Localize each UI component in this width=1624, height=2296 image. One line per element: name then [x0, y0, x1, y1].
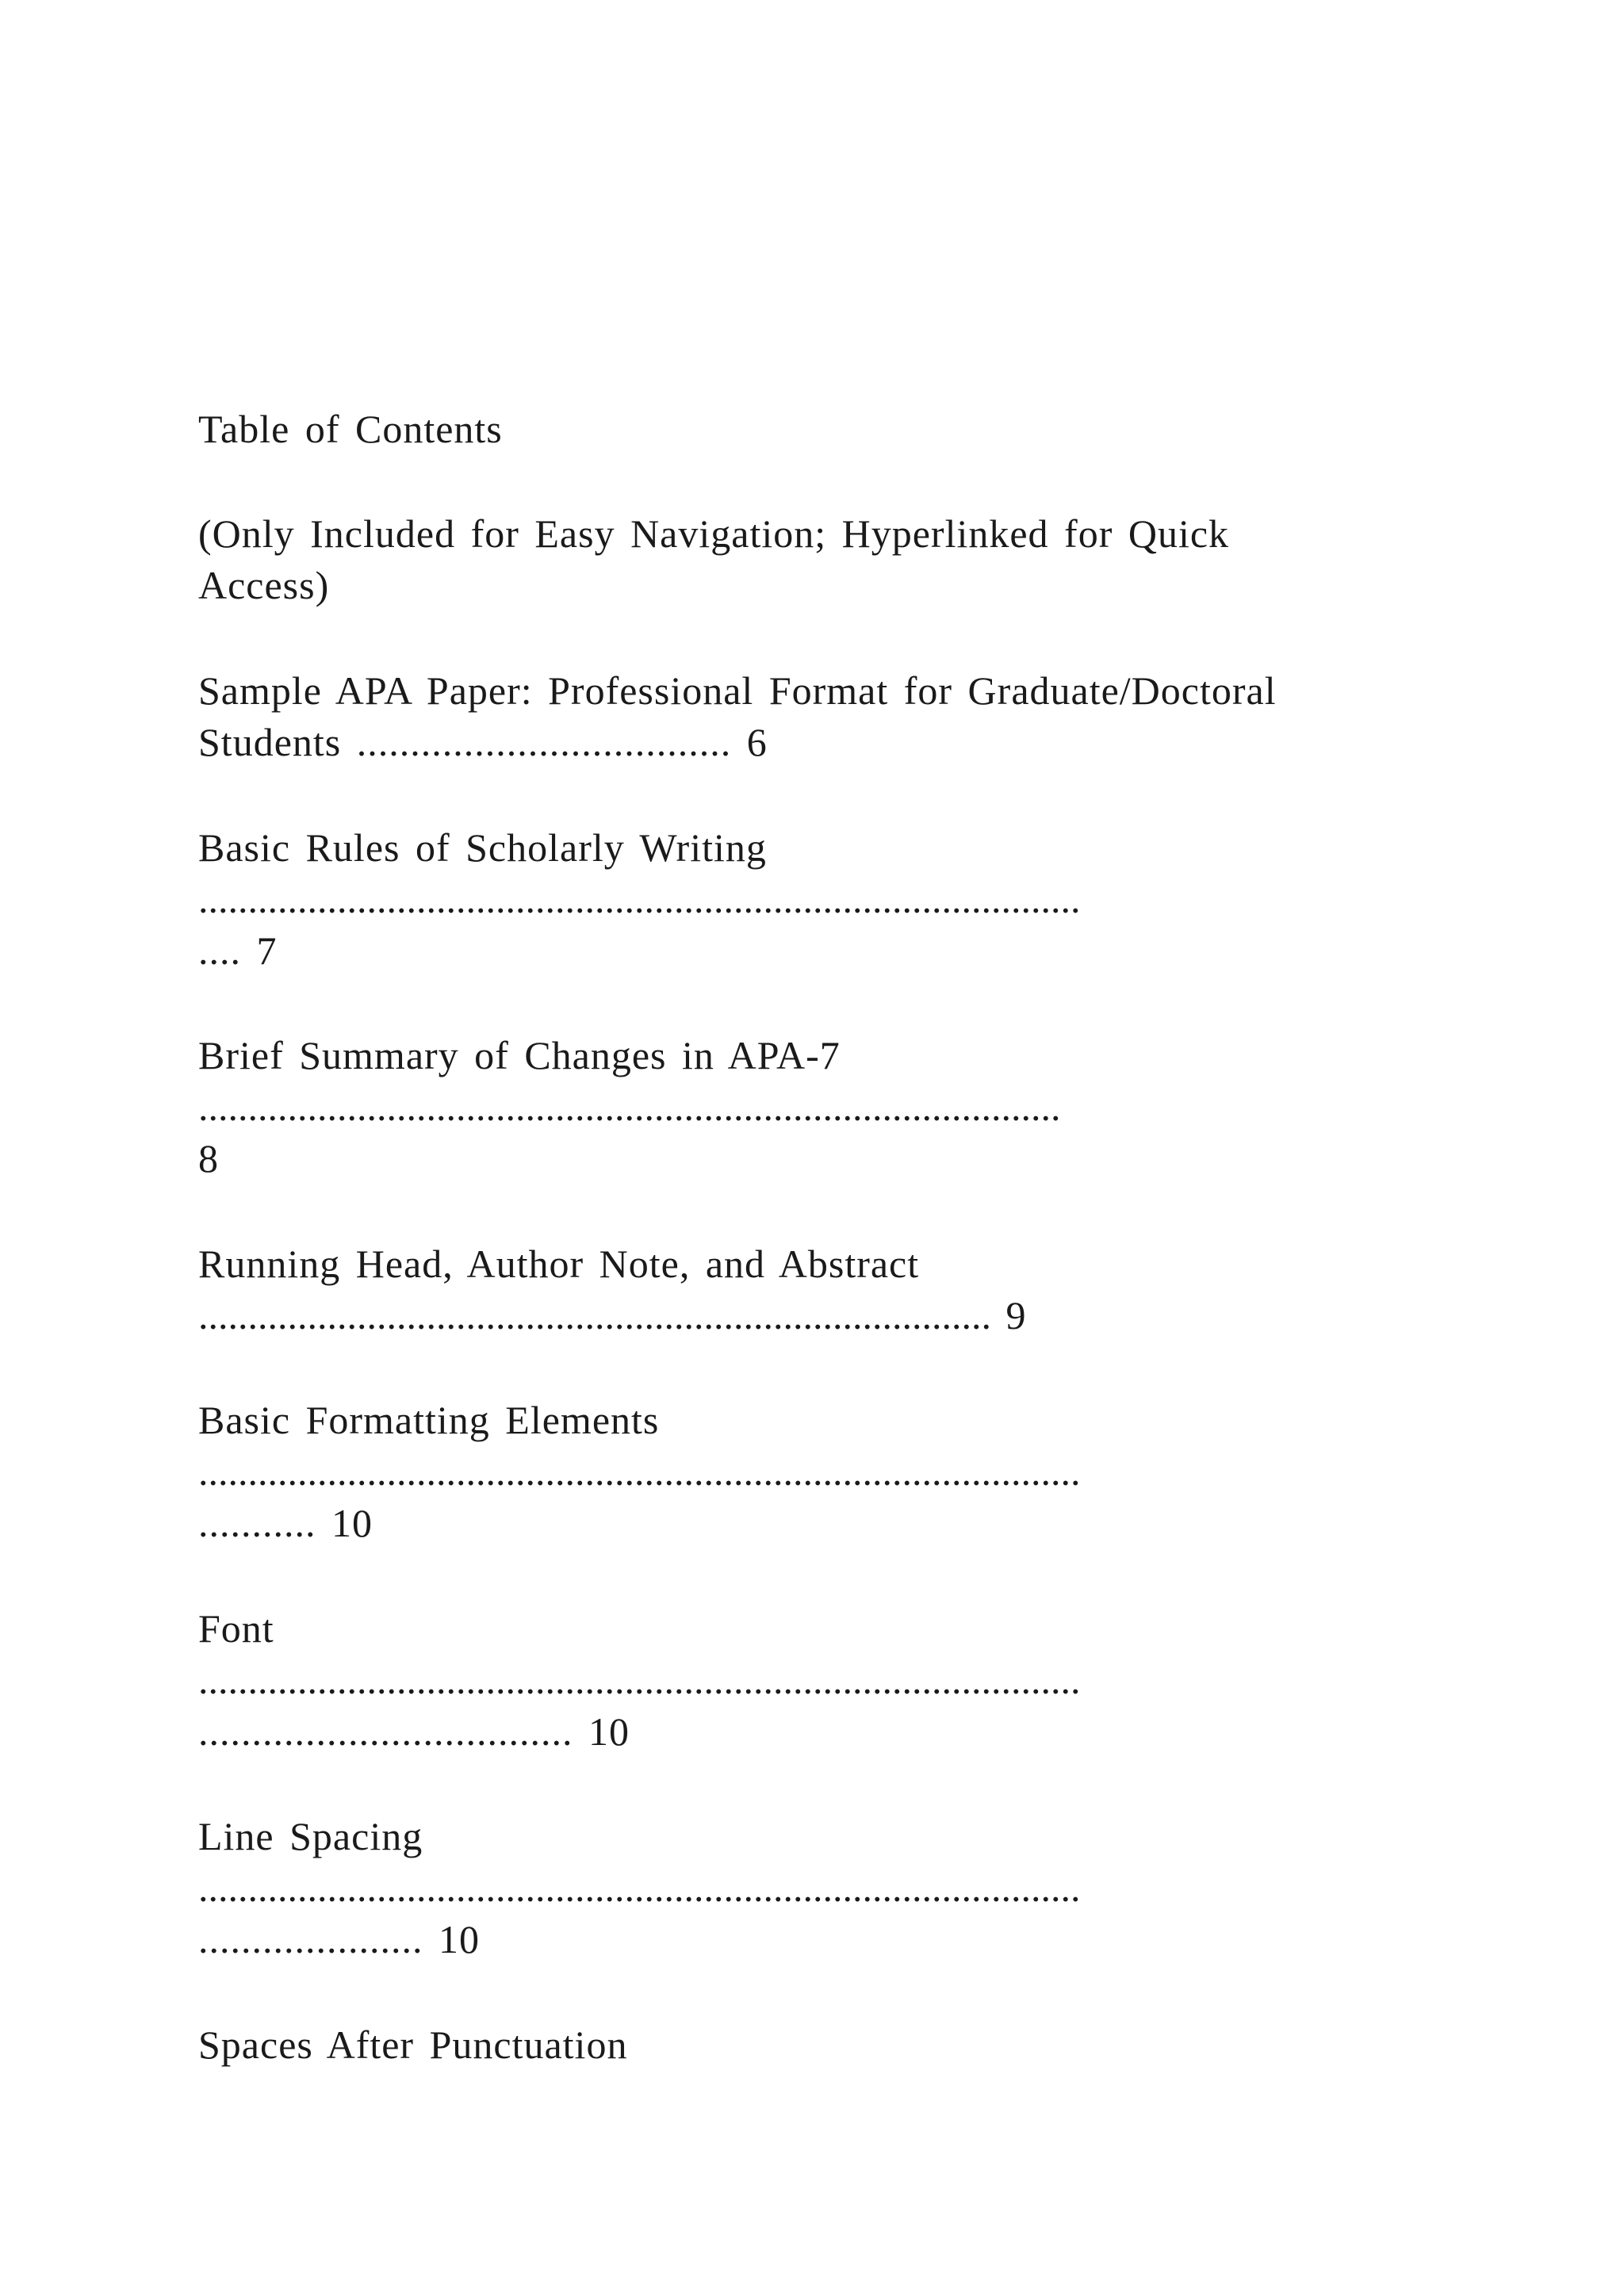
toc-entry-font-page[interactable]: ................................... 10	[198, 1709, 630, 1754]
toc-entry-basic-formatting-dots[interactable]: .........................................................................................	[198, 1449, 1081, 1494]
toc-entry-sample-apa-paper-cont[interactable]: Students ................................... 6	[198, 720, 768, 764]
toc-note-line-1: (Only Included for Easy Navigation; Hyperlinked for Quick	[198, 511, 1230, 556]
toc-note-line-2: Access)	[198, 563, 330, 607]
toc-entry-line-spacing-dots[interactable]: .........................................................................................	[198, 1866, 1081, 1910]
toc-entry-basic-rules-page[interactable]: .... 7	[198, 928, 278, 973]
toc-entry-running-head-dots[interactable]: ................................................................................ 9	[198, 1293, 1026, 1337]
toc-entry-changes-apa7-page[interactable]: 8	[198, 1136, 219, 1181]
toc-entry-font[interactable]: Font	[198, 1606, 274, 1651]
toc-entry-running-head[interactable]: Running Head, Author Note, and Abstract	[198, 1242, 920, 1286]
document-page	[198, 0, 1435, 2296]
toc-entry-sample-apa-paper[interactable]: Sample APA Paper: Professional Format for Graduate/Doctoral	[198, 668, 1277, 713]
toc-entry-line-spacing-page[interactable]: ..................... 10	[198, 1917, 480, 1961]
toc-entry-basic-rules[interactable]: Basic Rules of Scholarly Writing	[198, 825, 767, 870]
toc-entry-font-dots[interactable]: .........................................................................................	[198, 1658, 1081, 1702]
toc-entry-changes-apa7[interactable]: Brief Summary of Changes in APA-7	[198, 1033, 841, 1077]
toc-entry-basic-formatting-page[interactable]: ........... 10	[198, 1501, 373, 1545]
toc-title: Table of Contents	[198, 407, 503, 451]
toc-entry-spaces-after-punctuation[interactable]: Spaces After Punctuation	[198, 2022, 628, 2067]
toc-entry-basic-formatting[interactable]: Basic Formatting Elements	[198, 1398, 660, 1442]
toc-entry-basic-rules-dots[interactable]: .........................................................................................	[198, 877, 1081, 921]
toc-entry-line-spacing[interactable]: Line Spacing	[198, 1814, 423, 1858]
toc-entry-changes-apa7-dots[interactable]: .......................................................................................	[198, 1085, 1061, 1129]
